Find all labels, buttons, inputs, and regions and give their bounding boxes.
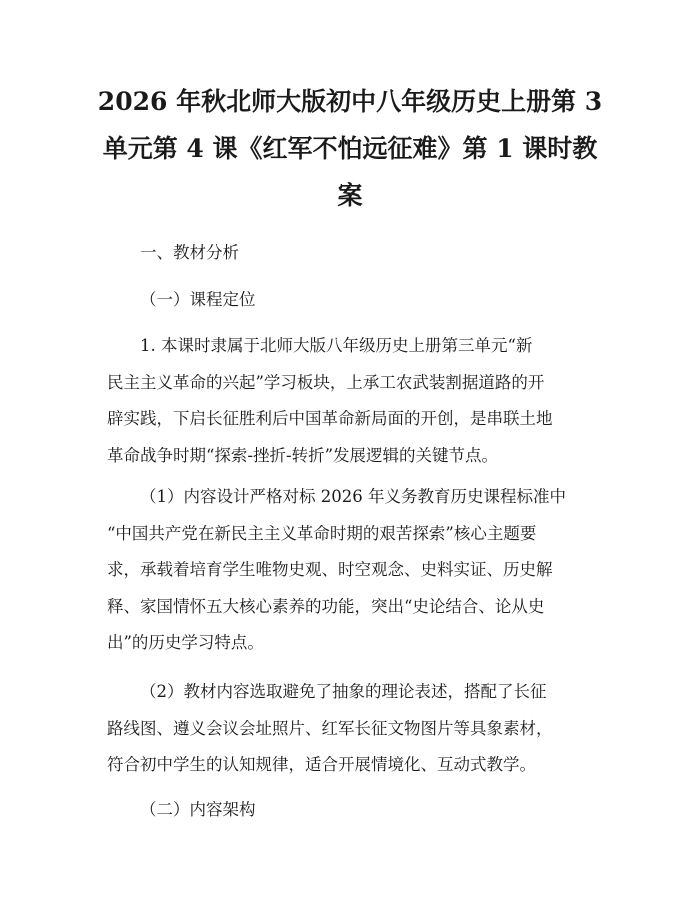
paragraph-line: 出”的历史学习特点。: [107, 633, 264, 653]
title-line: 单元第 4 课《红军不怕远征难》第 1 课时教: [102, 134, 598, 163]
paragraph-line: 释、家国情怀五大核心素养的功能，突出“史论结合、论从史: [107, 596, 545, 616]
paragraph-line: 路线图、遵义会议会址照片、红军长征文物图片等具象素材，: [107, 718, 553, 738]
paragraph-curriculum-alignment: [107, 479, 603, 662]
section-heading-teaching-material-analysis: 一、教材分析: [140, 243, 239, 262]
subsection-heading-content-structure: （二）内容架构: [140, 800, 256, 819]
paragraph-line: 民主主义革命的兴起”学习板块，上承工农武装割据道路的开: [107, 372, 545, 392]
paragraph-line: （1）内容设计严格对标 2026 年义务教育历史课程标准中: [140, 487, 566, 506]
paragraph-line: 辟实践，下启长征胜利后中国革命新局面的开创，是串联土地: [107, 409, 553, 429]
title-line: 2026 年秋北师大版初中八年级历史上册第 3: [97, 87, 603, 116]
paragraph-line: “中国共产党在新民主主义革命时期的艰苦探索”核心主题要: [107, 523, 537, 543]
document-title: [95, 78, 605, 219]
subsection-heading-course-positioning: （一）课程定位: [140, 290, 256, 309]
paragraph-line: 革命战争时期“探索-挫折-转折”发展逻辑的关键节点。: [107, 445, 499, 465]
paragraph-material-selection: [107, 674, 603, 784]
paragraph-course-positioning: [107, 328, 603, 474]
paragraph-line: 符合初中学生的认知规律，适合开展情境化、互动式教学。: [107, 755, 536, 775]
title-line: 案: [337, 181, 363, 210]
paragraph-line: （2）教材内容选取避免了抽象的理论表述，搭配了长征: [140, 682, 547, 701]
paragraph-line: 求，承载着培育学生唯物史观、时空观念、史料实证、历史解: [107, 560, 553, 580]
paragraph-line: 1. 本课时隶属于北师大版八年级历史上册第三单元“新: [140, 336, 533, 355]
